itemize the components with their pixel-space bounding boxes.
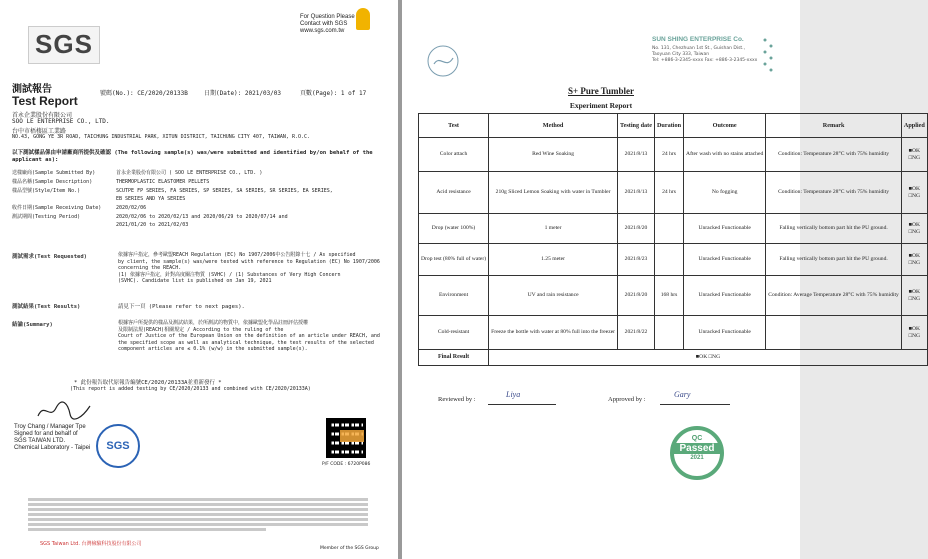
report-date: 日期(Date): 2021/03/03: [204, 90, 282, 97]
method-cell: Red Wine Soaking: [489, 138, 618, 172]
remark-cell: Condition: Temperature 28°C with 75% humidity: [766, 138, 902, 172]
table-header-cell: Test: [419, 114, 489, 138]
applied-ok: ■OK: [908, 252, 921, 259]
sgs-test-report-page: [0, 0, 398, 559]
test-requested-line: concerning the REACH.: [118, 265, 182, 271]
sample-field-label: 樣品型號(Style/Item No.): [12, 188, 81, 194]
summary-line: Court of Justice of the European Union on the definition of an article under REACH, and: [118, 333, 380, 339]
test-results-label: 測試結果(Test Results): [12, 304, 81, 310]
date-cell: 2021/8/20: [618, 214, 655, 244]
test-cell: Environment: [419, 276, 489, 316]
sample-field-row: [12, 195, 387, 203]
reviewed-by-label: Reviewed by :: [438, 396, 476, 403]
applied-ok: ■OK: [908, 185, 921, 192]
sample-intro: 以下測試樣品係由申請廠商所提供及確認 (The following sample(s) was/were submitted and identified by/on behalf of the applicant as):: [12, 150, 373, 163]
remark-cell: Falling vertically bottom part hit the PU ground.: [766, 244, 902, 276]
applied-ng: □NG: [908, 259, 921, 266]
date-cell: 2021/8/20: [618, 276, 655, 316]
applied-ng: □NG: [908, 332, 921, 339]
test-cell: Drop test (80% full of water): [419, 244, 489, 276]
applied-cell: [901, 244, 927, 276]
method-cell: UV and rain resistance: [489, 276, 618, 316]
sample-field-row: [12, 221, 387, 229]
applied-ok: ■OK: [908, 221, 921, 228]
sample-field-row: [12, 212, 387, 221]
replace-note-cn: * 此份報告取代原報告編號CE/2020/20133A並重新發行 *: [74, 380, 222, 386]
table-row: [419, 316, 928, 350]
summary-text: [118, 320, 380, 353]
question-mark-icon: [356, 8, 370, 30]
summary-line: component articles are ≤ 0.1% (w/w) in the submitted sample(s).: [118, 346, 308, 352]
sample-field-row: [12, 203, 387, 212]
applied-ok: ■OK: [908, 147, 921, 154]
sample-field-value: 2020/02/06: [116, 204, 147, 211]
method-cell: 210g Sliced Lemon Soaking with water in Tumbler: [489, 172, 618, 214]
duration-cell: [654, 214, 683, 244]
final-result-row: [419, 350, 928, 366]
sample-field-label: [12, 221, 116, 229]
sample-field-row: [12, 168, 387, 177]
table-row: [419, 276, 928, 316]
table-row: [419, 138, 928, 172]
company-address: No. 131, Chezhuan 1st St., Guishan Dist., Taoyuan City 333, Taiwan Tel: +886-3-2345-xxxx Fax: +886-3-2345-xxxx: [652, 46, 758, 63]
sample-field-value: THERMOPLASTIC ELASTOMER PELLETS: [116, 178, 210, 185]
duration-cell: [654, 244, 683, 276]
test-requested-line: 依據客戶指定，參考歐盟REACH Regulation (EC) No 1907/2006中公告附錄十七 / As specified: [118, 252, 356, 258]
remark-cell: Falling vertically bottom part hit the PU ground.: [766, 214, 902, 244]
sample-field-label: [12, 195, 116, 203]
experiment-table: [418, 113, 928, 366]
applied-cell: [901, 172, 927, 214]
applied-cell: [901, 214, 927, 244]
table-header-cell: Testing date: [618, 114, 655, 138]
sgs-seal-stamp: SGS: [96, 424, 140, 468]
sample-field-table: [12, 168, 387, 229]
method-cell: 1.25 meter: [489, 244, 618, 276]
sample-field-value: 2021/01/20 to 2021/02/03: [116, 222, 189, 228]
company-address-cn: 台中市梧棲區工業路: [12, 128, 67, 135]
outcome-cell: Unracked Functionable: [684, 316, 766, 350]
sample-field-label: 送樣廠商(Sample Submitted By): [12, 170, 96, 176]
outcome-cell: Unracked Functionable: [684, 244, 766, 276]
sample-field-label: 測試期間(Testing Period): [12, 214, 81, 220]
duration-cell: [654, 316, 683, 350]
date-cell: 2021/8/22: [618, 316, 655, 350]
table-row: [419, 214, 928, 244]
sample-field-value: 2020/02/06 to 2020/02/13 and 2020/06/29 to 2020/07/14 and: [116, 213, 288, 220]
outcome-cell: Unracked Functionable: [684, 276, 766, 316]
outcome-cell: No fogging: [684, 172, 766, 214]
summary-label: 結論(Summary): [12, 322, 53, 328]
experiment-report-page: [402, 0, 925, 559]
remark-cell: Condition: Temperature 28°C with 75% humidity: [766, 172, 902, 214]
remark-cell: Condition: Average Temperature 28°C with 75% humidity: [766, 276, 902, 316]
report-title-en: Test Report: [12, 94, 78, 108]
method-cell: Freeze the bottle with water at 80% full into the freezer: [489, 316, 618, 350]
question-contact-note: For Question Please Contact with SGS www.sgs.com.tw: [300, 14, 355, 34]
summary-line: 根據客戶所提供的樣品及測試結果，於所測試的物質中，依據歐盟化學品註冊評估授權: [118, 320, 309, 326]
duration-cell: 168 hrs: [654, 276, 683, 316]
sample-field-value: SCUTPE FP SERIES, FA SERIES, SP SERIES, SA SERIES, SR SERIES, EA SERIES,: [116, 187, 333, 194]
table-header-cell: Applied: [901, 114, 927, 138]
company-name-cn: 首永企業股份有限公司: [12, 112, 73, 119]
company-name-en: SOO LE ENTERPRISE CO., LTD.: [12, 118, 110, 125]
table-header-cell: Duration: [654, 114, 683, 138]
applied-ok: ■OK: [908, 288, 921, 295]
table-row: [419, 172, 928, 214]
report-title-cn: 測試報告: [12, 84, 52, 95]
summary-line: the specified scope as well as analytical technique, the test results of the selected: [118, 339, 374, 346]
final-result-label: Final Result: [419, 350, 489, 366]
duration-cell: 24 hrs: [654, 172, 683, 214]
table-header-cell: Remark: [766, 114, 902, 138]
sample-field-label: 樣品名稱(Sample Description): [12, 179, 93, 185]
sample-field-value: EB SERIES AND YA SERIES: [116, 196, 186, 202]
company-name: SUN SHING ENTERPRISE Co.: [652, 36, 744, 43]
summary-line: 及限制法規(REACH)相關規定 / According to the ruling of the: [118, 326, 284, 333]
outcome-cell: Unracked Functionable: [684, 214, 766, 244]
applied-cell: [901, 138, 927, 172]
footer-fine-print: [28, 498, 368, 533]
approved-by-label: Approved by :: [608, 396, 646, 403]
signature-troy-chang: [34, 398, 94, 424]
date-cell: 2021/8/13: [618, 172, 655, 214]
method-cell: 1 meter: [489, 214, 618, 244]
signer-block: Troy Chang / Manager Tpe Signed for and behalf of SGS TAIWAN LTD. Chemical Laboratory - Taipei: [14, 424, 91, 451]
date-cell: 2021/8/13: [618, 138, 655, 172]
test-results-value: 請見下一頁 (Please refer to next pages).: [118, 304, 245, 310]
report-page-count: 頁數(Page): 1 of 17: [300, 90, 367, 97]
company-address-en: NO.43, GONG YE 3R ROAD, TAICHUNG INDUSTRIAL PARK, XITUN DISTRICT, TAICHUNG CITY 407, TAIWAN, R.O.C.: [12, 134, 311, 140]
document-title: S+ Pure Tumbler: [568, 86, 634, 96]
verification-sticker: [340, 430, 364, 442]
qc-passed-stamp: QC Passed 2021: [670, 426, 724, 480]
experiment-table-wrap: [418, 113, 928, 366]
duration-cell: 24 hrs: [654, 138, 683, 172]
document-subtitle: Experiment Report: [569, 101, 633, 110]
sample-field-label: 收件日期(Sample Receiving Date): [12, 205, 102, 211]
footer-member: Member of the SGS Group: [320, 546, 379, 551]
applied-cell: [901, 316, 927, 350]
report-number: 號碼(No.): CE/2020/20133B: [100, 90, 188, 97]
applied-ng: □NG: [908, 295, 921, 302]
reviewer-signature: Liya: [506, 390, 521, 399]
sample-field-value: 首永企業股份有限公司 ( SOO LE ENTERPRISE CO., LTD. ): [116, 170, 263, 176]
approved-by-line: [660, 404, 730, 405]
experiment-table-header: [419, 114, 928, 138]
applied-ng: □NG: [908, 154, 921, 161]
sample-fields: [12, 168, 387, 229]
company-logo-icon: [426, 44, 460, 78]
final-result-value: ■OK □NG: [489, 350, 928, 366]
test-requested-text: [118, 252, 380, 285]
test-requested-label: 測試需求(Test Requested): [12, 254, 87, 260]
applied-cell: [901, 276, 927, 316]
test-requested-line: (1) 依據客戶指定，針對高度關注物質 (SVHC) / (1) Substances of Very High Concern: [118, 271, 341, 278]
approver-signature: Gary: [674, 390, 691, 399]
sample-field-row: [12, 186, 387, 195]
footer-company: SGS Taiwan Ltd. 台灣檢驗科技股份有限公司: [40, 541, 142, 547]
reviewed-by-line: [488, 404, 556, 405]
applied-ng: □NG: [908, 228, 921, 235]
table-header-cell: Outcome: [684, 114, 766, 138]
table-header-cell: Method: [489, 114, 618, 138]
applied-ng: □NG: [908, 192, 921, 199]
outcome-cell: After wash with no stains attached: [684, 138, 766, 172]
sgs-logo: SGS: [28, 26, 100, 64]
table-row: [419, 244, 928, 276]
test-cell: Drop (water 100%): [419, 214, 489, 244]
test-cell: Cold-resistant: [419, 316, 489, 350]
applied-ok: ■OK: [908, 325, 921, 332]
replace-note-en: (This report is added testing by CE/2020/20133 and combined with CE/2020/20133A): [70, 386, 311, 392]
date-cell: 2021/8/23: [618, 244, 655, 276]
test-requested-line: by client, the sample(s) was/were tested with reference to Regulation (EC) No 1907/2006: [118, 258, 380, 265]
test-cell: Acid resistance: [419, 172, 489, 214]
sample-field-row: [12, 177, 387, 186]
test-requested-line: (SVHC). Candidate list is published on Jan 19, 2021: [118, 278, 272, 284]
header-dots-decoration: [762, 36, 774, 76]
test-cell: Color attach: [419, 138, 489, 172]
remark-cell: [766, 316, 902, 350]
qr-code-caption: P/F CODE : 6720P086: [322, 462, 371, 467]
